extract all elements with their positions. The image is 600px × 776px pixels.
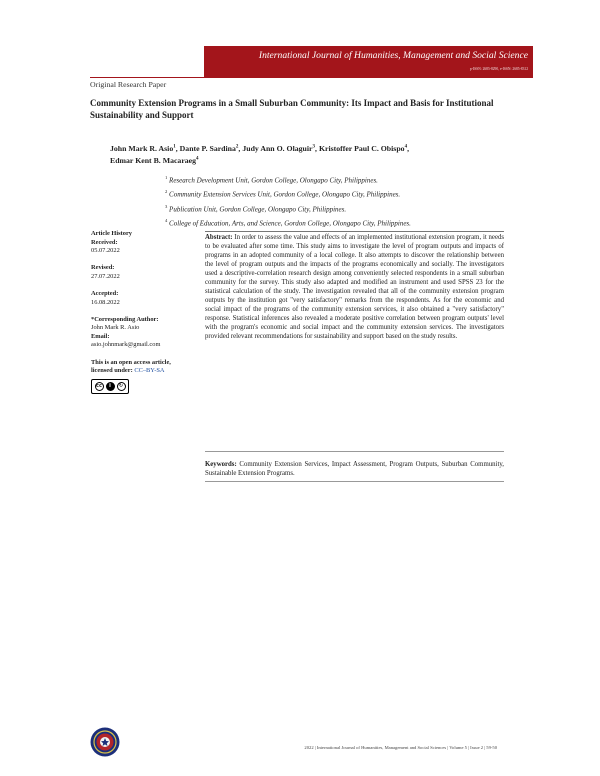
license-link[interactable]: CC–BY-SA [134, 367, 165, 375]
author: Judy Ann O. Olaguir$^3$, [242, 143, 319, 153]
author: John Mark R. Asio$^1$, [110, 143, 180, 153]
affiliation: $^2$ Community Extension Services Unit, Gordon College, Olongapo City, Philippines. [165, 189, 401, 199]
affiliation-list [165, 172, 411, 229]
revised-label: Revised: [91, 264, 115, 272]
keywords-section [205, 460, 504, 482]
revised-date: 27.07.2022 [91, 272, 120, 280]
accepted-label: Accepted: [91, 289, 119, 297]
paper-type: Original Research Paper [90, 80, 167, 89]
corresponding-label: *Corresponding Author: [91, 315, 159, 323]
email-label: Email: [91, 332, 110, 340]
received-label: Received: [91, 238, 118, 246]
email-address[interactable]: asio.johnmark@gmail.com [91, 341, 161, 349]
banner-divider [90, 77, 533, 78]
received-date: 05.07.2022 [91, 247, 120, 255]
author: Kristoffer Paul C. Obispo$^4$, [318, 143, 410, 153]
open-access-note: This is an open access article, [91, 358, 171, 366]
affiliation: $^1$ Research Development Unit, Gordon College, Olongapo City, Philippines. [165, 175, 378, 185]
by-icon: i [106, 382, 115, 391]
cc-icon: cc [96, 382, 102, 389]
accepted-date: 16.08.2022 [91, 298, 120, 306]
cc-by-sa-badge[interactable] [91, 379, 129, 394]
abstract-text: Abstract: In order to assess the value and effects of an implemented institutional extension program, it needs to be evaluated after some time. This study aims to investigate the level of program outputs and impacts of programs in an adopted community of a local college. It also attempts to discover the relationship between the level of program outputs and the impacts of the programs economically and socially. The investigators used a descriptive-correlation research design among conveniently selected respondents in a small suburban community for the survey. This study also adapted and modified an instrument and used SPSS 23 for the statistical calculation of the study. The investigation revealed that all of the community extension program outputs by the institution got "very satisfactory" remarks from the respondents. As for the economic and social impact of the programs of the community extension services, it also obtained a "very satisfactory" response. Statistical inferences also revealed a moderate positive correlation between program outputs' level with the program's economic and social impact and the community extension services. The investigators provided relevant recommendations for sustainability and support based on the study results. [205, 234, 504, 340]
history-heading: Article History [91, 230, 132, 237]
author-list [110, 141, 510, 166]
page-footer: 2022 | International Journal of Humanities, Management and Social Sciences | Volume 5 | Issue 2 | 59-50 [304, 745, 497, 750]
affiliation: $^4$ College of Education, Arts, and Science, Gordon College, Olongapo City, Philippines. [165, 217, 411, 228]
institution-seal-icon [90, 727, 120, 757]
author: Edmar Kent B. Macaraeg$^4$ [110, 156, 199, 166]
corresponding-name: John Mark R. Asio [91, 324, 140, 332]
paper-title: Community Extension Programs in a Small Suburban Community: Its Impact and Basis for Institutional Sustainability and Support [90, 98, 494, 120]
keywords-text: Keywords: Community Extension Services, Impact Assessment, Program Outputs, Suburban Community, Sustainable Extension Programs. [205, 461, 504, 477]
author: Dante P. Sardina$^2$, [179, 143, 243, 153]
journal-issn: p-ISSN: 2685-8290, e-ISSN: 2685-8312 [469, 67, 528, 71]
sa-icon: ↻ [117, 382, 126, 391]
journal-banner [204, 46, 533, 77]
abstract-section [205, 231, 504, 452]
licensed-label: licensed under: [91, 367, 133, 375]
keywords-label: Keywords: [205, 461, 237, 468]
abstract-label: Abstract: [205, 234, 233, 241]
journal-title: International Journal of Humanities, Management and Social Science [258, 50, 528, 61]
affiliation: $^3$ Publication Unit, Gordon College, Olongapo City, Philippines. [165, 203, 347, 213]
article-history [91, 230, 201, 394]
